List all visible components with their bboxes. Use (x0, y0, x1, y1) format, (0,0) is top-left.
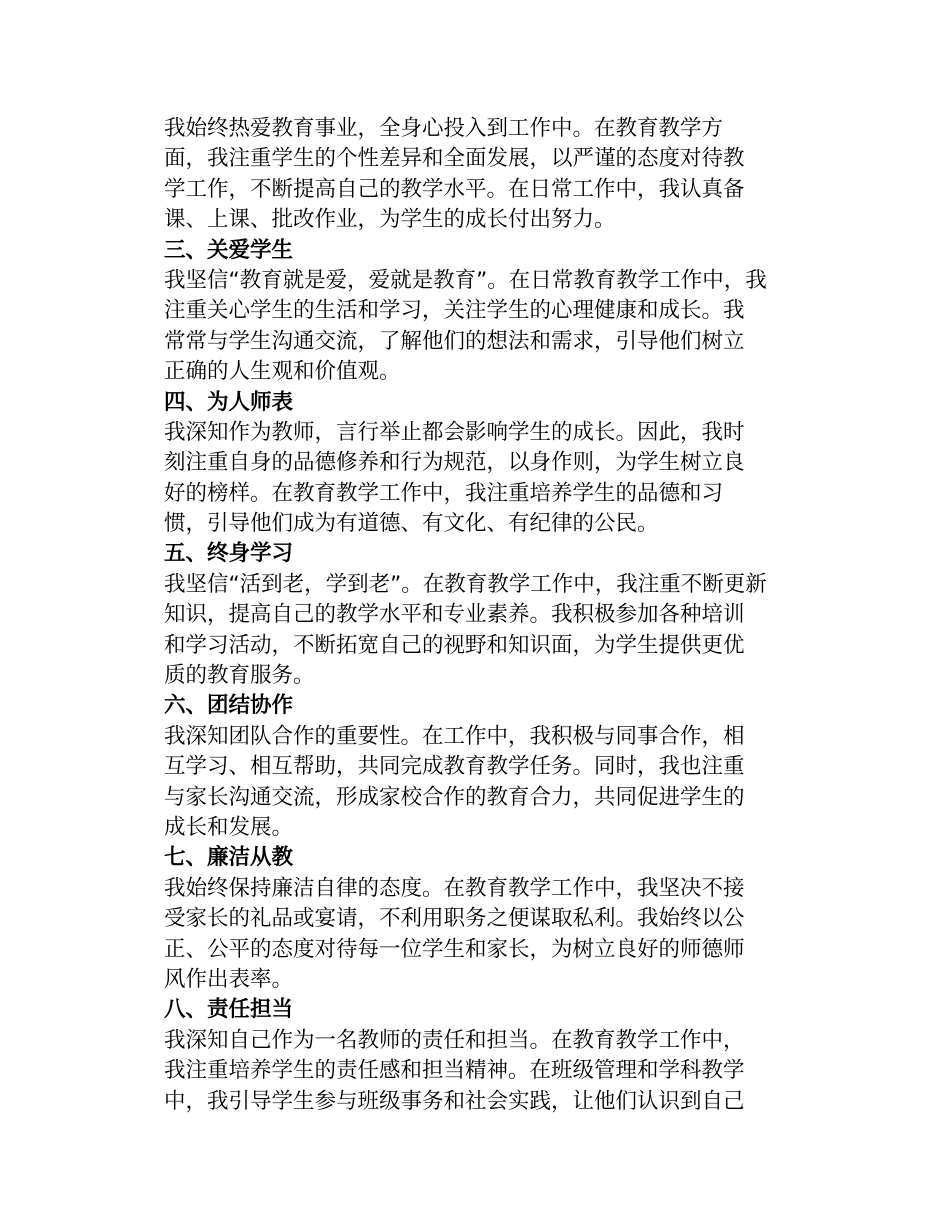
body-text-line: 我坚信“活到老，学到老”。在教育教学工作中，我注重不断更新 (164, 571, 767, 597)
section-heading: 三、关爱学生 (164, 237, 294, 263)
body-text-line: 我始终热爱教育事业，全身心投入到工作中。在教育教学方 (164, 116, 724, 141)
body-text-line: 知识，提高自己的教学水平和专业素养。我积极参加各种培训 (164, 602, 745, 628)
body-text-line: 好的榜样。在教育教学工作中，我注重培养学生的品德和习 (164, 480, 724, 506)
body-text-line: 学工作，不断提高自己的教学水平。在日常工作中，我认真备 (164, 176, 745, 202)
body-text-line: 风作出表率。 (164, 966, 294, 992)
section-heading: 五、终身学习 (164, 541, 294, 567)
body-text-line: 我注重培养学生的责任感和担当精神。在班级管理和学科教学 (164, 1058, 745, 1084)
section-heading: 七、廉洁从教 (164, 845, 294, 871)
body-text-line: 我深知作为教师，言行举止都会影响学生的成长。因此，我时 (164, 419, 745, 445)
body-text-line: 常常与学生沟通交流，了解他们的想法和需求，引导他们树立 (164, 328, 745, 354)
section-heading: 六、团结协作 (164, 693, 294, 719)
body-text-line: 刻注重自身的品德修养和行为规范，以身作则，为学生树立良 (164, 450, 745, 476)
body-text-line: 成长和发展。 (164, 814, 294, 840)
body-text-line: 和学习活动，不断拓宽自己的视野和知识面，为学生提供更优 (164, 632, 745, 658)
document-page (164, 114, 804, 1117)
body-text-line: 我深知自己作为一名教师的责任和担当。在教育教学工作中， (164, 1027, 745, 1053)
body-text-line: 面，我注重学生的个性差异和全面发展，以严谨的态度对待教 (164, 146, 745, 172)
body-text-line: 课、上课、批改作业，为学生的成长付出努力。 (164, 207, 616, 233)
body-text-line: 互学习、相互帮助，共同完成教育教学任务。同时，我也注重 (164, 754, 745, 780)
body-text-line: 惯，引导他们成为有道德、有文化、有纪律的公民。 (164, 511, 659, 537)
body-text-line: 我坚信“教育就是爱，爱就是教育”。在日常教育教学工作中，我 (164, 267, 767, 293)
body-text-line: 中，我引导学生参与班级事务和社会实践，让他们认识到自己 (164, 1088, 745, 1114)
body-text-line: 我深知团队合作的重要性。在工作中，我积极与同事合作，相 (164, 723, 745, 749)
body-text-line: 我始终保持廉洁自律的态度。在教育教学工作中，我坚决不接 (164, 875, 745, 901)
body-text-line: 正确的人生观和价值观。 (164, 359, 401, 385)
body-text-line: 受家长的礼品或宴请，不利用职务之便谋取私利。我始终以公 (164, 906, 745, 932)
body-text-line: 质的教育服务。 (164, 663, 315, 689)
section-heading: 四、为人师表 (164, 389, 294, 415)
body-text-line: 与家长沟通交流，形成家校合作的教育合力，共同促进学生的 (164, 784, 745, 810)
section-heading: 八、责任担当 (164, 997, 294, 1023)
body-text-line: 注重关心学生的生活和学习，关注学生的心理健康和成长。我 (164, 298, 745, 324)
body-text-line: 正、公平的态度对待每一位学生和家长，为树立良好的师德师 (164, 936, 745, 962)
